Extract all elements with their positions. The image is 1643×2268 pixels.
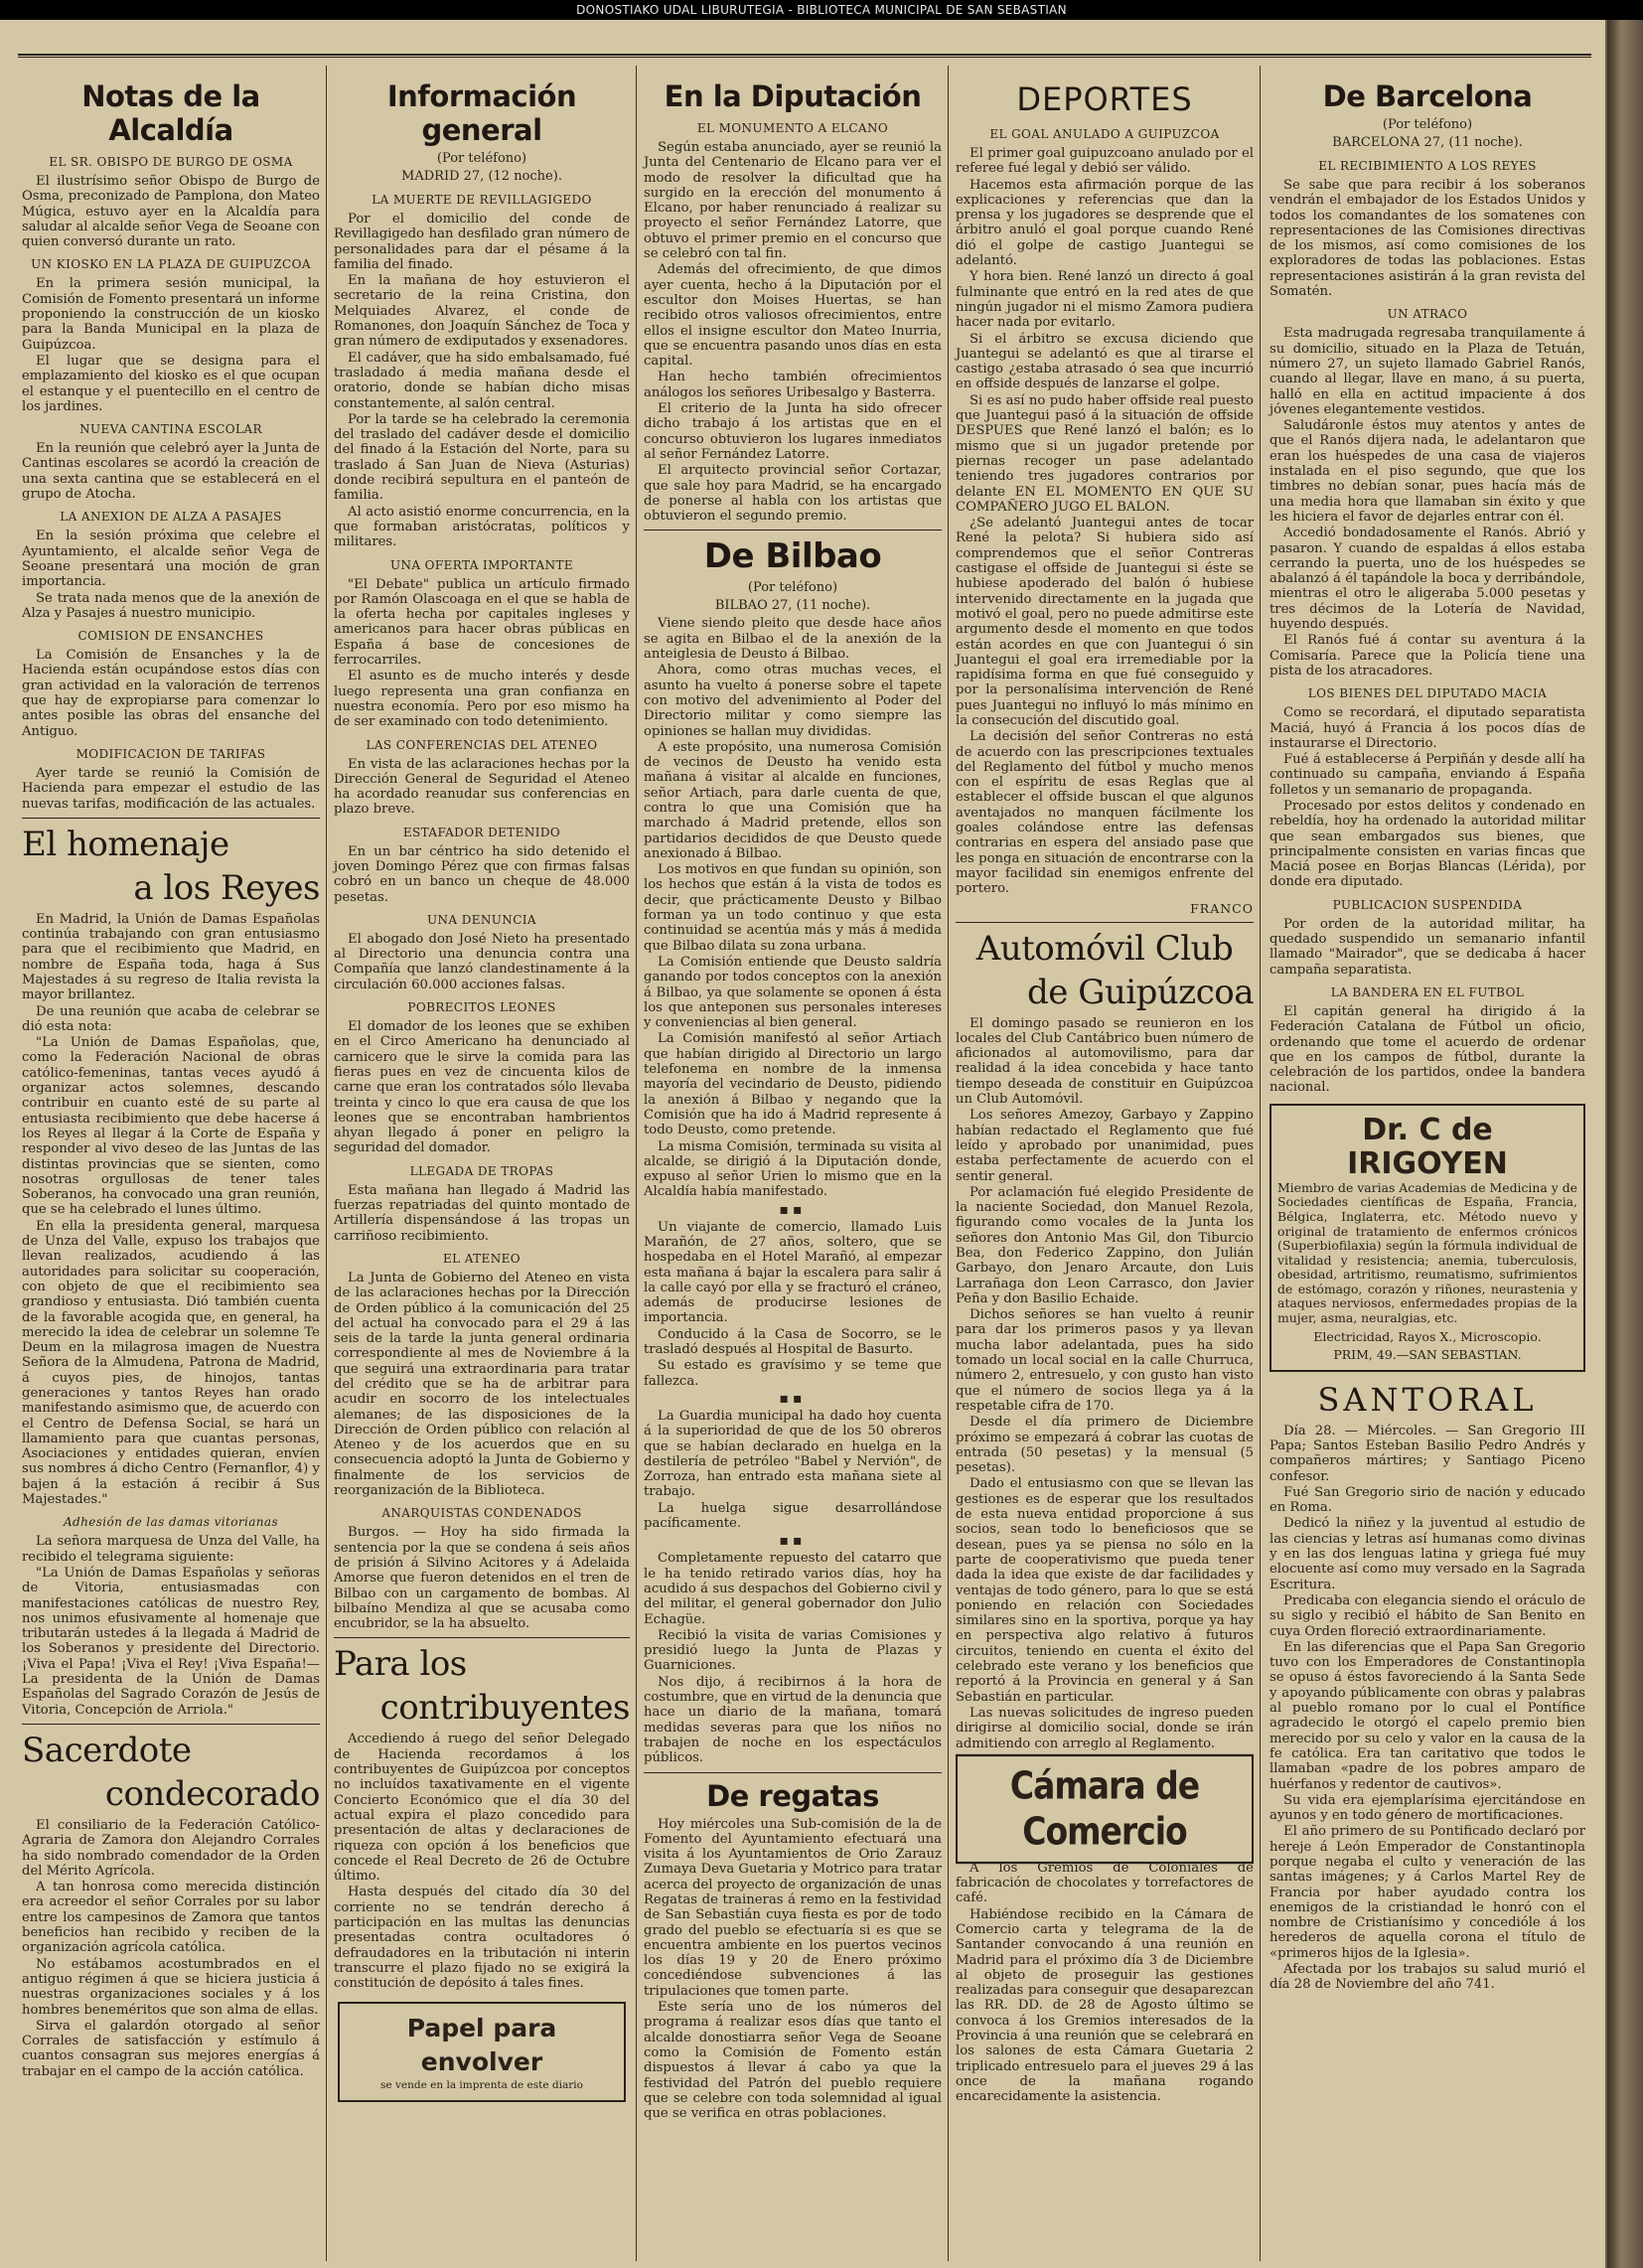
- section-title: Información general: [386, 79, 577, 147]
- paragraph: El ilustrísimo señor Obispo de Burgo de Osma, preconizado de Pamplona, don Mateo Múgica, estuvo ayer en la Alcaldía para saludar al alcalde señor Vega de Seoane con quien conversó durante un rato.: [22, 174, 320, 250]
- paragraph: Completamente repuesto del catarro que le ha tenido retirado varios días, hoy ha acudido á sus despachos del Gobierno civil y del militar, el general gobernador don Julio Echagüe.: [644, 1551, 942, 1627]
- subhead: ESTAFADOR DETENIDO: [402, 825, 561, 839]
- subhead: LOS BIENES DEL DIPUTADO MACIA: [1307, 686, 1548, 701]
- paragraph: Accedió bondadosamente el Ranós. Abrió y pasaron. Y cuando de espaldas á ellos estaba cerrando la puerta, uno de los huéspedes se abalanzó á él tapándole la boca y derribándole, mientras el otro le aligeraba 5.000 pesetas y tres décimos de la Lotería de Navidad, huyendo después.: [1270, 526, 1585, 633]
- subhead: UN KIOSKO EN LA PLAZA DE GUIPUZCOA: [31, 257, 311, 272]
- paragraph: El consiliario de la Federación Católico-Agraria de Zamora don Alejandro Corrales ha sido nombrado comendador de la Orden del Mérito Agrícola.: [22, 1817, 320, 1879]
- paragraph: Además del ofrecimiento, de que dimos ayer cuenta, hecho á la Diputación por el escultor don Moises Huertas, se han recibido otros valiosos ofrecimientos, entre ellos el insigne escultor don Mateo Inurria, que se encuentra pasando unos días en esta capital.: [644, 262, 942, 370]
- paragraph: Por la tarde se ha celebrado la ceremonia del traslado del cadáver desde el domicilio del finado á la Estación del Norte, para su traslado á San Juan de Nieva (Asturias) donde recibirá sepultura en el panteón de familia.: [334, 411, 630, 504]
- paragraph: En un bar céntrico ha sido detenido el joven Domingo Pérez que con firmas falsas cobró en un banco un cheque de 48.000 pesetas.: [334, 843, 630, 905]
- column-diputacion: [638, 79, 948, 2255]
- separator-glyph: ▪▪: [779, 1533, 807, 1550]
- paragraph: Se sabe que para recibir á los soberanos vendrán el embajador de los Estados Unidos y todos los comandantes de los somatenes con representaciones de las Comisiones directivas de los mismos, así como comisiones de los exploradores de todas las poblaciones. Estas representaciones asistirán á la gran revista del Somatén.: [1270, 178, 1585, 300]
- paragraph: En la sesión próxima que celebre el Ayuntamiento, el alcalde señor Vega de Seoane presentará una moción de gran importancia.: [22, 529, 320, 590]
- article-title: Sacerdote: [22, 1730, 192, 1770]
- subhead: COMISION DE ENSANCHES: [77, 629, 264, 644]
- column-informacion: [328, 79, 636, 2255]
- paragraph: La Comisión manifestó al señor Artiach que habían dirigido al Directorio un largo telefonema en nombre de la inmensa mayoría del vecindario de Deusto, pidiendo la anexión á Bilbao y negando que la Comisión que ha ido á Madrid represente á todo Deusto, como pretende.: [644, 1031, 942, 1138]
- subhead: LA MUERTE DE REVILLAGIGEDO: [372, 193, 592, 207]
- page-edge: [1607, 20, 1643, 2268]
- paragraph: A los Gremios de Coloniales de fabricación de chocolates y torrefactores de café.: [956, 1860, 1254, 1906]
- section-title: En la Diputación: [664, 79, 922, 113]
- paragraph: Por aclamación fué elegido Presidente de la naciente Sociedad, don Manuel Rezola, figurando como vocales de la Junta los señores don Antonio Mas Gil, don Tiburcio Bea, don Federico Zappino, don Julián Garbayo, don Jenaro Arcaute, don Luis Larrañaga don Leon Carrasco, don Javier Peña y don Basilio Echaide.: [956, 1184, 1254, 1306]
- paragraph: Accediendo á ruego del señor Delegado de Hacienda recordamos á los contribuyentes de Guipúzcoa por conceptos no incluídos taxativamente en el vigente Concierto Económico que el día 30 del actual expira el plazo concedido para presentación de altas y declaraciones de riqueza con opción á los beneficios que concede el Real Decreto de 26 de Octubre último.: [334, 1732, 630, 1885]
- paragraph: A tan honrosa como merecida distinción era acreedor el señor Corrales por su labor entre los campesinos de Zamora que tantos beneficios han recibido y reciben de la organización agrícola católica.: [22, 1880, 320, 1956]
- paragraph: Si es así no pudo haber offside real puesto que Juantegui pasó á la situación de offside DESPUES que René lanzó el balón; es lo mismo que si un jugador pretende por piernas recoger un pase adelantado teniendo tres jugadores contrarios por delante EN EL MOMENTO EN QUE SU COMPAÑERO JUGO EL BALON.: [956, 392, 1254, 515]
- paragraph: Desde el día primero de Diciembre próximo se empezará á cobrar las cuotas de entrada (50 pesetas) y la mensual (5 pesetas).: [956, 1415, 1254, 1476]
- paragraph: Habiéndose recibido en la Cámara de Comercio carta y telegrama de la de Santander convocando á una reunión en Madrid para el próximo día 3 de Diciembre al objeto de proseguir las gestiones realizadas para conseguir que desaparezcan las RR. DD. de 28 de Agosto último se convoca á los Gremios interesados de la Provincia á una reunión que se celebrará en los salones de esta Cámara Guetaria 2 triplicado entresuelo para el jueves 29 á las once de la mañana rogando encarecidamente la asistencia.: [956, 1906, 1254, 2105]
- ad-title: Dr. C de IRIGOYEN: [1347, 1112, 1508, 1181]
- paragraph: Si el árbitro se excusa diciendo que Juantegui se adelantó es que al tirarse el castigo ¿estaba atrasado ó sea que incurrió en offside después de lanzarse el golpe.: [956, 331, 1254, 392]
- advertisement-paper: [338, 2002, 626, 2102]
- paragraph: La Comisión de Ensanches y la de Hacienda están ocupándose estos días con gran actividad en la valoración de terrenos que hay de expropiarse para comenzar lo antes posible las obras del ensanche del Antiguo.: [22, 648, 320, 739]
- subhead: UNA DENUNCIA: [427, 912, 536, 927]
- byline: (Por teléfono): [436, 151, 527, 166]
- paragraph: Dedicó la niñez y la juventud al estudio de las ciencias y letras así humanas como divinas y en las dos lenguas latina y griega fué muy elocuente así como muy versado en la Sagrada Escritura.: [1270, 1516, 1585, 1592]
- divider: [956, 922, 1254, 923]
- paragraph: Por orden de la autoridad militar, ha quedado suspendido un semanario infantil llamado "Mairador", que se dedicaba á hacer campaña separatista.: [1270, 916, 1585, 978]
- article-title-boxed: Cámara de Comercio: [956, 1754, 1254, 1864]
- paragraph: Conducido á la Casa de Socorro, se le trasladó después al Hospital de Basurto.: [644, 1326, 942, 1358]
- paragraph: Este sería uno de los números del programa á realizar esos días que tanto el alcalde donostiarra señor Vega de Seoane como la Comisión de Fomento están dispuestos á llevar á cabo ya que la festividad del Patrón del pueblo requiere que se celebre con toda solemnidad al igual que se verifica en otras poblaciones.: [644, 2000, 942, 2122]
- paragraph: La señora marquesa de Unza del Valle, ha recibido el telegrama siguiente:: [22, 1534, 320, 1565]
- section-title: DEPORTES: [1016, 80, 1193, 118]
- paragraph: Sirva el galardón otorgado al señor Corrales de satisfacción y estímulo á cuantos consagran sus mejores energías á trabajar en el campo de la acción católica.: [22, 2018, 320, 2079]
- dateline: BARCELONA 27, (11 noche).: [1332, 135, 1523, 150]
- paragraph: Dichos señores se han vuelto á reunir para dar los primeros pasos y ya llevan mucha labor adelantada, pues ha sido tomado un local social en la calle Churruca, número 2, entresuelo, y con gusto han visto que el número de socios llega ya á la respetable cifra de 170.: [956, 1307, 1254, 1414]
- column-barcelona: [1264, 79, 1591, 2255]
- separator-glyph: ▪▪: [779, 1201, 807, 1218]
- paragraph: La huelga sigue desarrollándose pacíficamente.: [644, 1500, 942, 1532]
- paragraph: Saludáronle éstos muy atentos y antes de que el Ranós dijera nada, le adelantaron que eran los huéspedes de una casa de viajeros instalada en el piso segundo, que que los timbres no debían sonar, pues hacía más de una media hora que llamaban sin éxito y que les hiciera el favor de dejarles entrar con él.: [1270, 418, 1585, 525]
- subhead: POBRECITOS LEONES: [407, 1000, 556, 1015]
- subhead: EL MONUMENTO A ELCANO: [696, 121, 889, 135]
- paragraph: Su estado es gravísimo y se teme que fallezca.: [644, 1358, 942, 1389]
- subhead: ANARQUISTAS CONDENADOS: [381, 1506, 582, 1521]
- paragraph: El año primero de su Pontificado declaró por hereje á León Emperador de Constantinopla porque negaba el culto y veneración de las santas imágenes; y á Carlos Martel Rey de Francia por haber ayudado contra los enemigos de la cristiandad le honró con el nombre de Cristianísimo y concedióle á los herederos de aquella corona el título de «primeros hijos de la Iglesia».: [1270, 1824, 1585, 1961]
- paragraph: Se trata nada menos que de la anexión de Alza y Pasajes á nuestro municipio.: [22, 590, 320, 621]
- top-rule: [18, 54, 1591, 58]
- paragraph: Ayer tarde se reunió la Comisión de Hacienda para empezar el estudio de las nuevas tarifas, modificación de las actuales.: [22, 765, 320, 812]
- article-title: condecorado: [104, 1773, 320, 1814]
- paragraph: La Comisión entiende que Deusto saldría ganando por todos conceptos con la anexión á Bilbao, ya que solamente se oponen á ésta los que anteponen sus personales intereses y conveniencias al bien general.: [644, 954, 942, 1031]
- divider: [644, 1772, 942, 1773]
- paragraph: Han hecho también ofrecimientos análogos los señores Uribesalgo y Basterra.: [644, 370, 942, 400]
- paragraph: El criterio de la Junta ha sido ofrecer dicho trabajo á los artistas que en el concurso obtuvieron los lugares inmediatos al señor Fernández Latorre.: [644, 401, 942, 462]
- paragraph: "El Debate" publica un artículo firmado por Ramón Olascoaga en el que se habla de la oferta hecha por capitales ingleses y americanos para hacer obras públicas en España á base de concesiones de ferrocarriles.: [334, 576, 630, 669]
- paragraph: En la primera sesión municipal, la Comisión de Fomento presentará un informe proponiendo la construcción de un kiosko para la Banda Municipal en la plaza de Guipúzcoa.: [22, 276, 320, 353]
- divider: [644, 529, 942, 530]
- paragraph: ¿Se adelantó Juantegui antes de tocar René la pelota? Si hubiera sido así comprendemos que el señor Contreras castigase el offside de Juantegui si éste se hubiese apoderado del balón ó hubiese intervenido directamente en la jugada que motivó el goal, pero no puede admitirse este argumento desde el momento en que todos están acordes en que con Juantegui ó sin Juantegui el goal era irremediable por la rapidísima forma en que fué conseguido y por la personalísima intervención de René pues Juantegui no influyó lo más mínimo en la consecución del discutido goal.: [956, 516, 1254, 728]
- archive-banner: DONOSTIAKO UDAL LIBURUTEGIA - BIBLIOTECA MUNICIPAL DE SAN SEBASTIAN: [0, 0, 1643, 20]
- paragraph: Esta mañana han llegado á Madrid las fuerzas repatriadas del quinto montado de Artillería dispensándose á las tropas un carriñoso recibimiento.: [334, 1182, 630, 1244]
- column-deportes: [950, 79, 1260, 2255]
- paragraph: El lugar que se designa para el emplazamiento del kiosko es el que ocupan el estanque y el puentecillo en el centro de los jardines.: [22, 353, 320, 414]
- paragraph: Los motivos en que fundan su opinión, son los hechos que están á la vista de todos es decir, que prácticamente Deusto y Bilbao forman ya un todo continuo y que esta continuidad se acentúa más y más á medida que Bilbao dilata su zona urbana.: [644, 862, 942, 954]
- column-divider: [1260, 66, 1261, 2261]
- paragraph: El domingo pasado se reunieron en los locales del Club Cantábrico buen número de aficionados al automovilismo, para dar realidad á la idea concebida y hace tanto tiempo deseada de constituir en Guipúzcoa un Club Automóvil.: [956, 1015, 1254, 1108]
- subhead: EL GOAL ANULADO A GUIPUZCOA: [989, 127, 1220, 141]
- paragraph: "La Unión de Damas Españolas y señoras de Vitoria, entusiasmadas con manifestaciones católicas de nuestro Rey, nos unimos efusivamente al homenaje que tributarán ustedes á la llegada á Madrid de los Soberanos y presidente del Directorio. ¡Viva el Papa! ¡Viva el Rey! ¡Viva España!—La presidenta de la Unión de Damas Españolas del Sagrado Corazón de Jesús de Vitoria, Concepción de Arriola.": [22, 1565, 320, 1718]
- paragraph: El abogado don José Nieto ha presentado al Directorio una denuncia contra una Compañía que lanzó clandestinamente á la circulación 60.000 acciones falsas.: [334, 931, 630, 992]
- subhead: NUEVA CANTINA ESCOLAR: [79, 422, 262, 437]
- signature: FRANCO: [1190, 900, 1254, 916]
- column-divider: [636, 66, 637, 2261]
- paragraph: A este propósito, una numerosa Comisión de vecinos de Deusto ha venido esta mañana á visitar al alcalde en funciones, señor Artiach, para darle cuenta de que, contra lo que una Comisión que ha marchado á Madrid pretende, ellos son partidarios decididos de que Deusto quede anexionado á Bilbao.: [644, 739, 942, 861]
- paragraph: El asunto es de mucho interés y desde luego representa una gran confianza en nuestra economía. Pero por eso mismo ha de ser examinado con todo detenimiento.: [334, 669, 630, 730]
- paragraph: Los señores Amezoy, Garbayo y Zappino habían redactado el Reglamento que fué leído y aprobado por unanimidad, pues estaba perfectamente de acuerdo con el sentir general.: [956, 1108, 1254, 1184]
- article-title: De regatas: [706, 1778, 879, 1813]
- paragraph: Esta madrugada regresaba tranquilamente á su domicilio, situado en la Plaza de Tetuán, número 27, un sujeto llamado Gabriel Ranós, cuando al llegar, llave en mano, á su puerta, halló en ella en actitud impaciente á dos jóvenes elegantemente vestidos.: [1270, 326, 1585, 417]
- paragraph: El cadáver, que ha sido embalsamado, fué trasladado á media mañana desde el oratorio, donde se habían dicho misas constantemente, al salón central.: [334, 350, 630, 411]
- separator-glyph: ▪▪: [779, 1390, 807, 1407]
- paragraph: Afectada por los trabajos su salud murió el día 28 de Noviembre del año 741.: [1270, 1962, 1585, 1993]
- subhead: LLEGADA DE TROPAS: [409, 1163, 554, 1178]
- subhead: EL SR. OBISPO DE BURGO DE OSMA: [49, 155, 293, 169]
- paragraph: Hacemos esta afirmación porque de las explicaciones y referencias que dan la prensa y los jugadores se desprende que el árbitro anuló el goal porque cuando René dió el golpe de castigo Juantegui se adelantó.: [956, 177, 1254, 269]
- ad-body: Miembro de varias Academias de Medicina y de Sociedades científicas de España, Francia, Bélgica, Inglaterra, etc. Método nuevo y original de tratamiento de enfermos crónicos (Superbiofilaxia) según la fórmula individual de vitalidad y resistencia; anemia, tuberculosis, obesidad, artritismo, reumatismo, sufrimientos de estómago, corazón y riñones, neurastenia y ataques nerviosos, enfermedades propias de la mujer, asma, neuralgias, etc.: [1277, 1179, 1577, 1326]
- paragraph: Dado el entusiasmo con que se llevan las gestiones es de esperar que los resultados de esta nueva entidad proporcione á sus socios, sean todo lo beneficiosos que se desean, pues ya se piensa no sólo en la parte de cooperativismo que pueda tener dada la idea que existe de dar facilidades y ventajas de todo género, para lo que se está poniendo en relación con Sociedades similares sino en la sportiva, porque ya hay en perspectiva algo relativo á futuros circuitos, teniendo en cuenta el éxito del celebrado este verano y los beneficios que reportó á la Provincia en general y á San Sebastián en particular.: [956, 1476, 1254, 1705]
- ad-subtitle: se vende en la imprenta de este diario: [380, 2078, 583, 2091]
- article-title: de Guipúzcoa: [1027, 972, 1254, 1012]
- paragraph: Hasta después del citado día 30 del corriente no se tendrán derecho á participación en las multas las denuncias presentadas contra ocultadores ó defraudadores en la tributación ni interin transcurre el plazo fijado no se exigirá la constitución de depósito á tales fines.: [334, 1885, 630, 1992]
- subhead: UNA OFERTA IMPORTANTE: [389, 557, 574, 572]
- subhead: LA ANEXION DE ALZA A PASAJES: [60, 510, 282, 525]
- paragraph: En ella la presidenta general, marquesa de Unza del Valle, expuso los trabajos que llevan realizados, acudiendo á las autoridades para solicitar su cooperación, con objeto de que el recibimiento sea grandioso y entusiasta. Dió también cuenta de la favorable acogida que, en general, ha merecido la idea de celebrar un solemne Te Deum en la milagrosa imagen de Nuestra Señora de la Almudena, Patrona de Madrid, á cuyos pies, de hinojos, tantas generaciones y tantos Reyes han orado manifestando asimismo que, de acuerdo con el Centro de Defensa Social, se hará un llamamiento para que cuantas personas, Asociaciones y entidades quieran, envíen sus nombres á dicho Centro (Fernanflor, 4) y bajen á la estación á recibir á Sus Majestades.": [22, 1218, 320, 1508]
- article-title: SANTORAL: [1317, 1380, 1538, 1419]
- advertisement-doctor: [1270, 1104, 1585, 1372]
- paragraph: De una reunión que acaba de celebrar se dió esta nota:: [22, 1003, 320, 1034]
- paragraph: Las nuevas solicitudes de ingreso pueden dirigirse al domicilio social, donde se irán admitiendo con arreglo al Reglamento.: [956, 1705, 1254, 1751]
- paragraph: La Guardia municipal ha dado hoy cuenta á la superioridad de que de los 50 obreros que se habían declarado en huelga en la destilería de petróleo "Babel y Nervión", de Zorroza, han entrado esta mañana siete al trabajo.: [644, 1408, 942, 1500]
- paragraph: La Junta de Gobierno del Ateneo en vista de las aclaraciones hechas por la Dirección de Orden público á la comunicación del 25 del actual ha convocado para el 29 á las seis de la tarde la junta general ordinaria correspondiente al mes de Noviembre á la que seguirá una extraordinaria para tratar del crédito que se ha de arbitrar para acudir en socorro de los intelectuales alemanes; de las disposiciones de la Dirección de Orden público con relación al Ateneo y de los acuerdos que en su consecuencia adoptó la Junta de Gobierno y finalmente de los servicios de reorganización de la Biblioteca.: [334, 1270, 630, 1499]
- paragraph: La misma Comisión, terminada su visita al alcalde, se dirigió á la Diputación donde, expuso al señor Urien lo mismo que en la Alcaldía había manifestado.: [644, 1138, 942, 1200]
- paragraph: Su vida era ejemplarísima ejercitándose en ayunos y en todo género de mortificaciones.: [1270, 1792, 1585, 1824]
- subhead: LA BANDERA EN EL FUTBOL: [1330, 984, 1525, 999]
- paragraph: "La Unión de Damas Españolas, que, como la Federación Nacional de obras católico-femeninas, tantas veces ayudó á organizar actos solemnes, descando contribuir en cuanto esté de su parte al entusiasta recibimiento que debe hacerse á los Reyes al llegar á la Corte de España y responder al vivo deseo de las Juntas de las distintas provincias que se sienten, como nosotras orgullosas de tener tales Soberanos, ha convocado una gran reunión, que se ha celebrado el lunes último.: [22, 1035, 320, 1218]
- section-title: Notas de la Alcaldía: [81, 79, 260, 147]
- article-title: contribuyentes: [379, 1688, 630, 1729]
- subhead: LAS CONFERENCIAS DEL ATENEO: [366, 737, 598, 752]
- dateline: BILBAO 27, (11 noche).: [714, 598, 871, 614]
- article-title: Para los: [334, 1644, 467, 1685]
- paragraph: Por el domicilio del conde de Revillagigedo han desfilado gran número de personalidades para dar el pésame á la familia del finado.: [334, 212, 630, 272]
- paragraph: El arquitecto provincial señor Cortazar, que sale hoy para Madrid, se ha encargado de ponerse al habla con los artistas que obtuvieron el segundo premio.: [644, 463, 942, 525]
- ad-services: Electricidad, Rayos X., Microscopio.: [1313, 1328, 1542, 1344]
- subhead: Adhesión de las damas vitorianas: [63, 1515, 279, 1530]
- byline: (Por teléfono): [747, 580, 838, 596]
- paragraph: El domador de los leones que se exhiben en el Circo Americano ha denunciado al carnicero que le sirve la comida para las fieras pues en vez de cincuenta kilos de carne que eran los contratados sólo llevaba treinta y cinco lo que era causa de que los leones que se encontraban hambrientos ahyan llegado á poner en peligro la seguridad del domador.: [334, 1019, 630, 1156]
- paragraph: En Madrid, la Unión de Damas Españolas continúa trabajando con gran entusiasmo para que el recibimiento que Madrid, en nombre de España toda, haga á Sus Majestades á su regreso de Italia revista la mayor brillantez.: [22, 911, 320, 1003]
- article-title: a los Reyes: [133, 867, 320, 908]
- paragraph: El Ranós fué á contar su aventura á la Comisaría. Parece que la Policía tiene una pista de los atracadores.: [1270, 633, 1585, 679]
- paragraph: Procesado por estos delitos y condenado en rebeldía, hoy ha ordenado la autoridad militar que sean embargados sus bienes, que principalmente consisten en varias fincas que Maciá posee en Borjas Blancas (Lérida), por donde era diputado.: [1270, 798, 1585, 890]
- subhead: MODIFICACION DE TARIFAS: [75, 746, 266, 761]
- subhead: EL RECIBIMIENTO A LOS REYES: [1318, 159, 1537, 173]
- divider: [22, 1724, 320, 1725]
- paragraph: El primer goal guipuzcoano anulado por el referee fué legal y debió ser válido.: [956, 146, 1254, 177]
- newspaper-page: [0, 20, 1607, 2268]
- divider: [334, 1637, 630, 1638]
- column-divider: [326, 66, 327, 2261]
- paragraph: La decisión del señor Contreras no está de acuerdo con las prescripciones textuales del Reglamento del fútbol y mucho menos con el espíritu de esas Reglas que al establecer el offside buscan el que algunos aventajados no manquen fácilmente los goales colándose entre las defensas contrarias en espera del ansiado pase que les ponga en situación de encontrarse con la mayor facilidad sin enemigos enfrente del portero.: [956, 729, 1254, 897]
- article-title: De Bilbao: [703, 536, 882, 577]
- column-divider: [948, 66, 949, 2261]
- paragraph: Hoy miércoles una Sub-comisión de la de Fomento del Ayuntamiento efectuará una visita á los Ayuntamientos de Orio Zarauz Zumaya Deva Guetaria y Motrico para tratar acerca del proyecto de organización de unas Regatas de traineras á remo en la festividad de San Sebastián cuya fiesta es por de todo grado del pueblo se efectuaría si es que se encuentra ambiente en los puertos vecinos los días 19 y 20 de Enero próximo concediéndose subvenciones á las tripulaciones que tomen parte.: [644, 1816, 942, 1999]
- paragraph: Nos dijo, á recibirnos á la hora de costumbre, que en virtud de la denuncia que hace un diario de la mañana, tomará medidas severas para que los niños no trabajen de noche en los espectáculos públicos.: [644, 1674, 942, 1766]
- paragraph: Un viajante de comercio, llamado Luis Marañón, de 27 años, soltero, que se hospedaba en el Hotel Marañó, al empezar esta mañana á bajar la escalera para salir á la calle cayó por ella y se fracturó el cráneo, además de producirse lesiones de importancia.: [644, 1219, 942, 1326]
- paragraph: Día 28. — Miércoles. — San Gregorio III Papa; Santos Esteban Basilio Pedro Andrés y compañeros mártires; y Santiago Piceno confesor.: [1270, 1423, 1585, 1484]
- paragraph: Y hora bien. René lanzó un directo á goal fulminante que entró en la red ates de que ningún jugador ni el mismo Zamora pudiera hacer nada por evitarlo.: [956, 269, 1254, 331]
- ad-address: PRIM, 49.—SAN SEBASTIAN.: [1333, 1346, 1522, 1362]
- paragraph: En vista de las aclaraciones hechas por la Dirección General de Seguridad el Ateneo ha acordado reanudar sus conferencias en plazo breve.: [334, 756, 630, 818]
- divider: [22, 818, 320, 819]
- subhead: EL ATENEO: [442, 1251, 521, 1266]
- paragraph: Recibió la visita de varias Comisiones y presidió luego la Junta de Plazas y Guarniciones.: [644, 1627, 942, 1674]
- paragraph: Viene siendo pleito que desde hace años se agita en Bilbao el de la anexión de la anteiglesia de Deusto á Bilbao.: [644, 616, 942, 663]
- dateline: MADRID 27, (12 noche).: [401, 169, 562, 184]
- column-alcaldia: [16, 79, 326, 2255]
- paragraph: Fué á establecerse á Perpiñán y desde allí ha continuado su campaña, enviando á España folletos y un semanario de propaganda.: [1270, 752, 1585, 798]
- byline: (Por teléfono): [1382, 117, 1473, 132]
- paragraph: El capitán general ha dirigido á la Federación Catalana de Fútbol un oficio, ordenando que tome el acuerdo de ordenar que en los campos de fútbol, durante la celebración de los partidos, ondee la bandera nacional.: [1270, 1003, 1585, 1096]
- paragraph: Ahora, como otras muchas veces, el asunto ha vuelto á ponerse sobre el tapete con motivo del advenimiento al Poder del Directorio militar y como siempre las opiniones se hallan muy divididas.: [644, 663, 942, 739]
- paragraph: En la reunión que celebró ayer la Junta de Cantinas escolares se acordó la creación de una sexta cantina que se establecerá en el grupo de Atocha.: [22, 441, 320, 503]
- article-title: Automóvil Club: [975, 928, 1234, 969]
- subhead: PUBLICACION SUSPENDIDA: [1332, 897, 1523, 912]
- subhead: UN ATRACO: [1387, 307, 1468, 322]
- paragraph: Al acto asistió enorme concurrencia, en la que formaban aristócratas, políticos y militares.: [334, 504, 630, 550]
- section-title: De Barcelona: [1322, 79, 1533, 113]
- ad-title: Papel para envolver: [406, 2013, 557, 2076]
- paragraph: Como se recordará, el diputado separatista Maciá, huyó á Francia á los pocos días de instaurarse el Directorio.: [1270, 705, 1585, 751]
- paragraph: No estábamos acostumbrados en el antiguo régimen á que se hiciera justicia á nuestras organizaciones sociales y á los hombres beneméritos que son alma de ellas.: [22, 1956, 320, 2018]
- paragraph: Según estaba anunciado, ayer se reunió la Junta del Centenario de Elcano para ver el modo de resolver la dificultad que ha surgido en la erección del monumento á Elcano, por haber renunciado á realizar su proyecto el señor Fernández Latorre, que obtuvo el primer premio en el concurso que se celebró con tal fin.: [644, 140, 942, 262]
- paragraph: Fué San Gregorio sirio de nación y educado en Roma.: [1270, 1484, 1585, 1516]
- paragraph: En las diferencias que el Papa San Gregorio tuvo con los Emperadores de Constantinopla se opuso á éstos favoreciendo á la Santa Sede y apoyando públicamente con obras y palabras al pueblo romano por lo cual el Pontífice agradecido le otorgó el capelo premio bien merecido por su celo y valor en la causa de la fe católica. Era tan caritativo que todos le llamaban «padre de los pobres amparo de huérfanos y redentor de cautivos».: [1270, 1639, 1585, 1792]
- paragraph: Predicaba con elegancia siendo el oráculo de su siglo y recibió el hábito de San Benito en cuya Orden floreció extraordinariamente.: [1270, 1592, 1585, 1639]
- paragraph: Burgos. — Hoy ha sido firmada la sentencia por la que se condena á seis años de prisión á Silvino Acitores y á Adelaida Amorse que fueron detenidos en el tren de Bilbao con un cargamento de bombas. Al bilbaíno Mendiza al que se acusaba como encubridor, se la ha absuelto.: [334, 1525, 630, 1632]
- article-title: El homenaje: [22, 824, 229, 864]
- paragraph: En la mañana de hoy estuvieron el secretario de la reina Cristina, don Melquiades Alvarez, el conde de Romanones, don Joaquín Sánchez de Toca y gran número de exdiputados y exsenadores.: [334, 273, 630, 350]
